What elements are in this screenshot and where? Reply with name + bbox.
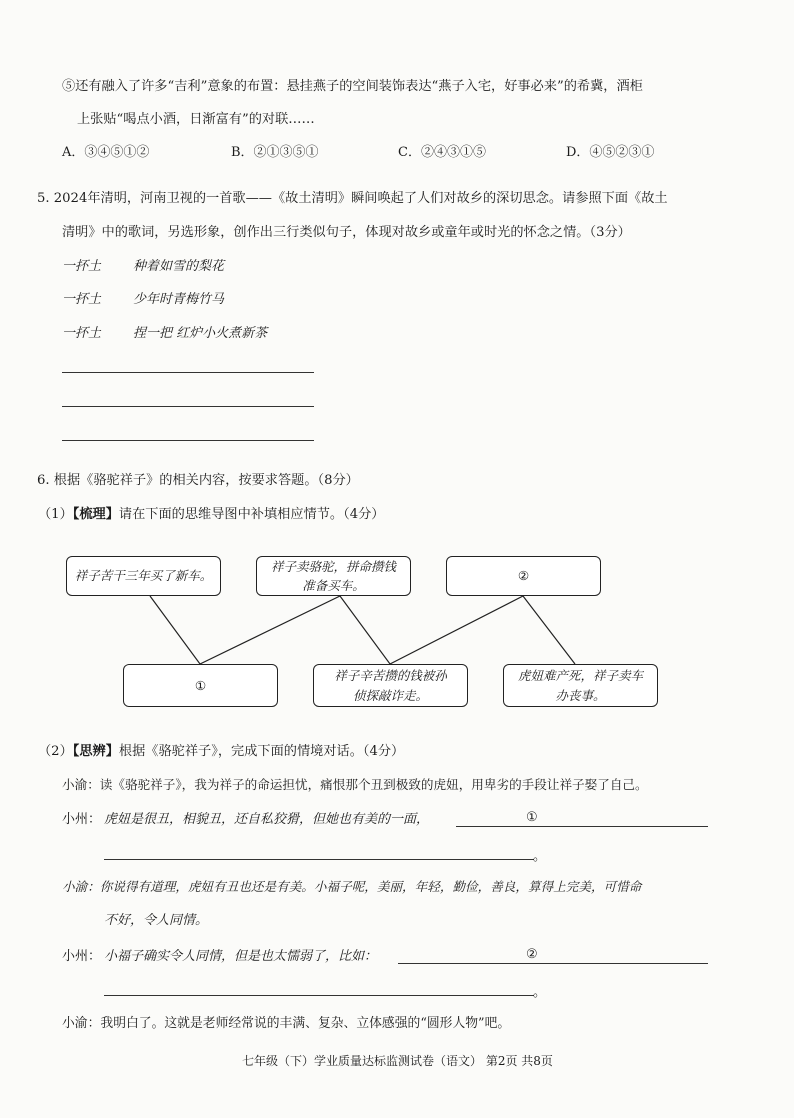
q5-lyric-1-b: 种着如雪的梨花 [133, 259, 225, 274]
mindmap-bottom-box-3: 虎妞难产死，祥子卖车 办丧事。 [503, 664, 658, 707]
mindmap-top-box-2: 祥子卖骆驼，拼命攒钱 准备买车。 [256, 556, 411, 596]
q4-option-b: B．②①③⑤① [231, 145, 319, 160]
dialog-blank-2-period: 。 [533, 985, 547, 1000]
q6-part2-number: （2） [38, 744, 73, 759]
dialog-blank-2-line-a[interactable] [398, 963, 708, 964]
q4-option-d: D．④⑤②③① [566, 145, 655, 160]
q5-lyric-3-a: 一抔土 [62, 326, 102, 341]
q6-stem: 6. 根据《骆驼祥子》的相关内容，按要求答题。（8分） [37, 473, 359, 488]
q4-option-c: C．②④③①⑤ [398, 145, 486, 160]
mindmap-top-box-1: 祥子苦干三年买了新车。 [66, 556, 221, 596]
dialog-xiaoyu-3: 小渝：我明白了。这就是老师经常说的丰满、复杂、立体感强的“圆形人物”吧。 [62, 1016, 511, 1031]
dialog-xiaoyu-1: 小渝：读《骆驼祥子》，我为祥子的命运担忧，痛恨那个丑到极致的虎妞，用卑劣的手段让祥子娶了自己。 [62, 777, 648, 792]
mindmap-top-box-3[interactable]: ② [446, 556, 601, 596]
page-footer: 七年级（下）学业质量达标监测试卷（语文） 第2页 共8页 [242, 1054, 553, 1068]
dialog-blank-1-period: 。 [533, 849, 547, 864]
dialog-xiaoyu-2-line2: 不好，令人同情。 [104, 913, 209, 928]
q5-stem-line2: 清明》中的歌词，另选形象，创作出三行类似句子，体现对故乡或童年或时光的怀念之情。（3分） [62, 225, 631, 240]
dialog-xiaozhou-2-name: 小州： [62, 949, 102, 964]
dialog-xiaozhou-1-name: 小州： [62, 812, 102, 827]
mindmap-zigzag-line [150, 596, 575, 664]
dialog-blank-1-marker: ① [526, 810, 538, 825]
dialog-xiaoyu-2-line1: 小渝：你说得有道理，虎妞有丑也还是有美。小福子呢，美丽，年轻，勤俭，善良，算得上完美，可惜命 [62, 879, 642, 894]
mindmap-bottom-box-1[interactable]: ① [123, 664, 278, 707]
dialog-blank-2-line-b[interactable] [104, 995, 534, 996]
q5-lyric-3-b: 捏一把 红炉小火煮新茶 [133, 326, 268, 341]
q4-option-a: A．③④⑤①② [62, 145, 150, 160]
q6-part1-text: 请在下面的思维导图中补填相应情节。（4分） [118, 507, 385, 522]
dialog-xiaozhou-1-text: 虎妞是很丑，相貌丑，还自私狡猾，但她也有美的一面， [104, 812, 430, 827]
q6-part2-tag: 【思辨】 [72, 744, 119, 759]
q5-lyric-2-b: 少年时青梅竹马 [133, 292, 225, 307]
dialog-xiaozhou-2-text: 小福子确实令人同情，但是也太懦弱了，比如： [104, 949, 378, 964]
mindmap-bottom-box-2: 祥子辛苦攒的钱被孙 侦探敲诈走。 [313, 664, 468, 707]
q5-lyric-2-a: 一抔土 [62, 292, 102, 307]
q6-part2-text: 根据《骆驼祥子》，完成下面的情境对话。（4分） [118, 744, 405, 759]
dialog-blank-1-line-b[interactable] [104, 859, 534, 860]
q5-stem-line1: 5. 2024年清明，河南卫视的一首歌——《故土清明》瞬间唤起了人们对故乡的深切思念。请参照下面《故土 [37, 191, 668, 206]
dialog-blank-1-line-a[interactable] [456, 826, 708, 827]
q6-part1-number: （1） [38, 507, 73, 522]
q5-lyric-1-a: 一抔土 [62, 259, 102, 274]
q4-option5-line1: ⑤还有融入了许多“吉利”意象的布置：悬挂燕子的空间装饰表达“燕子入宅，好事必来”的希冀，酒柜 [62, 79, 643, 94]
dialog-blank-2-marker: ② [526, 947, 538, 962]
q6-part1-tag: 【梳理】 [72, 507, 119, 522]
q6-part2-heading [38, 745, 404, 758]
q4-option5-line2: 上张贴“喝点小酒，日渐富有”的对联…… [77, 112, 315, 127]
